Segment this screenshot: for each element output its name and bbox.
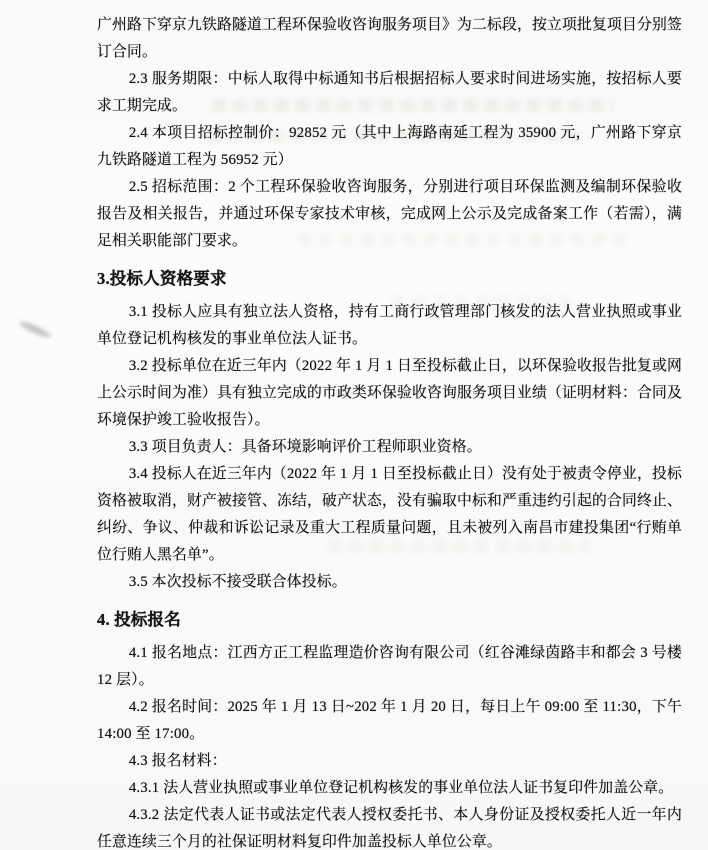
paragraph: 3.4 投标人在近三年内（2022 年 1 月 1 日至投标截止日）没有处于被责令停业，投标资格被取消，财产被接管、冻结，破产状态，没有骗取中标和严重违约引起的合同终止、纠纷、争议、仲裁和诉讼记录及重大工程质量问题，且未被列入南昌市建投集团“行贿单位行贿人黑名单”。	[97, 466, 682, 563]
paragraph: 3.1 投标人应具有独立法人资格，持有工商行政管理部门核发的法人营业执照或事业单位登记机构核发的事业单位法人证书。	[97, 304, 682, 347]
paragraph: 2.5 招标范围：2 个工程环保验收咨询服务，分别进行项目环保监测及编制环保验收报告及相关报告，并通过环保专家技术审核，完成网上公示及完成备案工作（若需），满足相关职能部门要求。	[97, 179, 682, 249]
paragraph: 2.4 本项目招标控制价：92852 元（其中上海路南延工程为 35900 元，广州路下穿京九铁路隧道工程为 56952 元）	[97, 125, 682, 168]
paragraph: 3.5 本次投标不接受联合体投标。	[128, 574, 347, 590]
document-text-body	[97, 12, 682, 850]
scan-smudge-artifact	[18, 319, 52, 339]
paragraph: 4.3.2 法定代表人证书或法定代表人授权委托书、本人身份证及授权委托人近一年内任意连续三个月的社保证明材料复印件加盖投标人单位公章。	[97, 807, 682, 850]
paragraph: 4.3 报名材料：	[128, 753, 227, 769]
paragraph: 3.2 投标单位在近三年内（2022 年 1 月 1 日至投标截止日，以环保验收报告批复或网上公示时间为准）具有独立完成的市政类环保验收咨询服务项目业绩（证明材料：合同及环境保护竣工验收报告）。	[97, 358, 682, 428]
paragraph: 4.1 报名地点：江西方正工程监理造价咨询有限公司（红谷滩绿茵路丰和都会 3 号楼 12 层）。	[97, 645, 682, 688]
section-heading: 4. 投标报名	[97, 610, 181, 629]
section-heading: 3.投标人资格要求	[97, 269, 227, 288]
paragraph: 4.2 报名时间：2025 年 1 月 13 日~202 年 1 月 20 日，每日上午 09:00 至 11:30，下午 14:00 至 17:00。	[97, 699, 682, 742]
paragraph: 3.3 项目负责人：具备环境影响评价工程师职业资格。	[128, 439, 482, 455]
paragraph: 4.3.1 法人营业执照或事业单位登记机构核发的事业单位法人证书复印件加盖公章。	[128, 780, 674, 796]
paragraph: 2.3 服务期限：中标人取得中标通知书后根据招标人要求时间进场实施，按招标人要求工期完成。	[97, 71, 682, 114]
paragraph: 广州路下穿京九铁路隧道工程环保验收咨询服务项目》为二标段，按立项批复项目分别签订合同。	[97, 17, 682, 60]
